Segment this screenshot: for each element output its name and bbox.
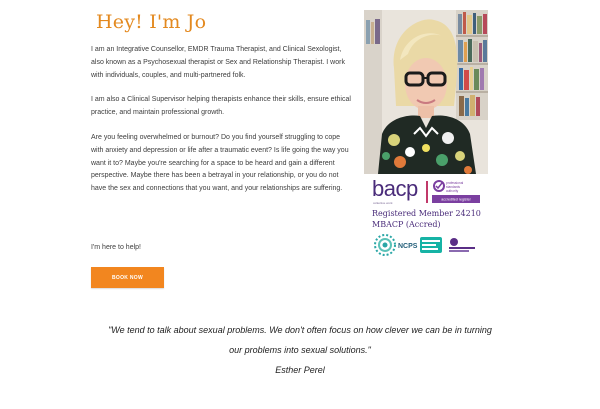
svg-text:authority: authority bbox=[446, 189, 459, 193]
registered-member-text: Registered Member 24210 bbox=[372, 209, 481, 218]
psa-accredited-badge bbox=[432, 179, 480, 205]
bacp-logo: bacp bbox=[372, 176, 418, 201]
therapist-photo bbox=[364, 10, 488, 174]
bio-section bbox=[91, 44, 353, 208]
quote-line-2: our problems into sexual solutions." bbox=[229, 345, 371, 355]
accreditation-seal-icon bbox=[449, 238, 475, 252]
bio-paragraph-2: I am also a Clinical Supervisor helping therapists enhance their skills, ensure ethical practice, and maintain professional growth. bbox=[91, 96, 351, 117]
book-now-button[interactable]: BOOK NOW bbox=[91, 267, 164, 288]
bacp-divider bbox=[426, 181, 428, 203]
ncps-logo-icon bbox=[375, 235, 395, 255]
registered-badge-icon bbox=[420, 237, 442, 253]
page-heading: Hey! I'm Jo bbox=[96, 11, 207, 33]
psa-label-text: professional bbox=[446, 181, 464, 185]
ncps-text: NCPS bbox=[398, 243, 418, 250]
svg-text:standards: standards bbox=[446, 185, 460, 189]
help-text: I'm here to help! bbox=[91, 244, 141, 251]
mbacp-accred-text: MBACP (Accred) bbox=[372, 220, 441, 229]
quote-line-1: "We tend to talk about sexual problems. We don't often focus on how clever we can be in turning bbox=[108, 325, 492, 335]
quote-block bbox=[0, 320, 600, 380]
quote-author: Esther Perel bbox=[275, 365, 325, 375]
ncps-badges bbox=[374, 233, 484, 259]
psa-register-text: accredited register bbox=[441, 197, 471, 202]
bacp-subtext: collective work bbox=[373, 201, 393, 205]
bio-paragraph-1: I am an Integrative Counsellor, EMDR Trauma Therapist, and Clinical Sexologist, also known as a Psychosexual therapist or Sex and Relationship Therapist. I work with individuals, couples, and multi-partnered folk. bbox=[91, 46, 345, 79]
bio-paragraph-3: Are you feeling overwhelmed or burnout? Do you find yourself struggling to cope with anxiety and depression or life after a traumatic event? Is life going the way you want it to? Maybe you're searching for a space to be heard and gain a different perspective. Maybe there has been a betrayal in your relationship, or you do not have the sex and connections that you want, and your relationships are suffering. bbox=[91, 133, 349, 193]
